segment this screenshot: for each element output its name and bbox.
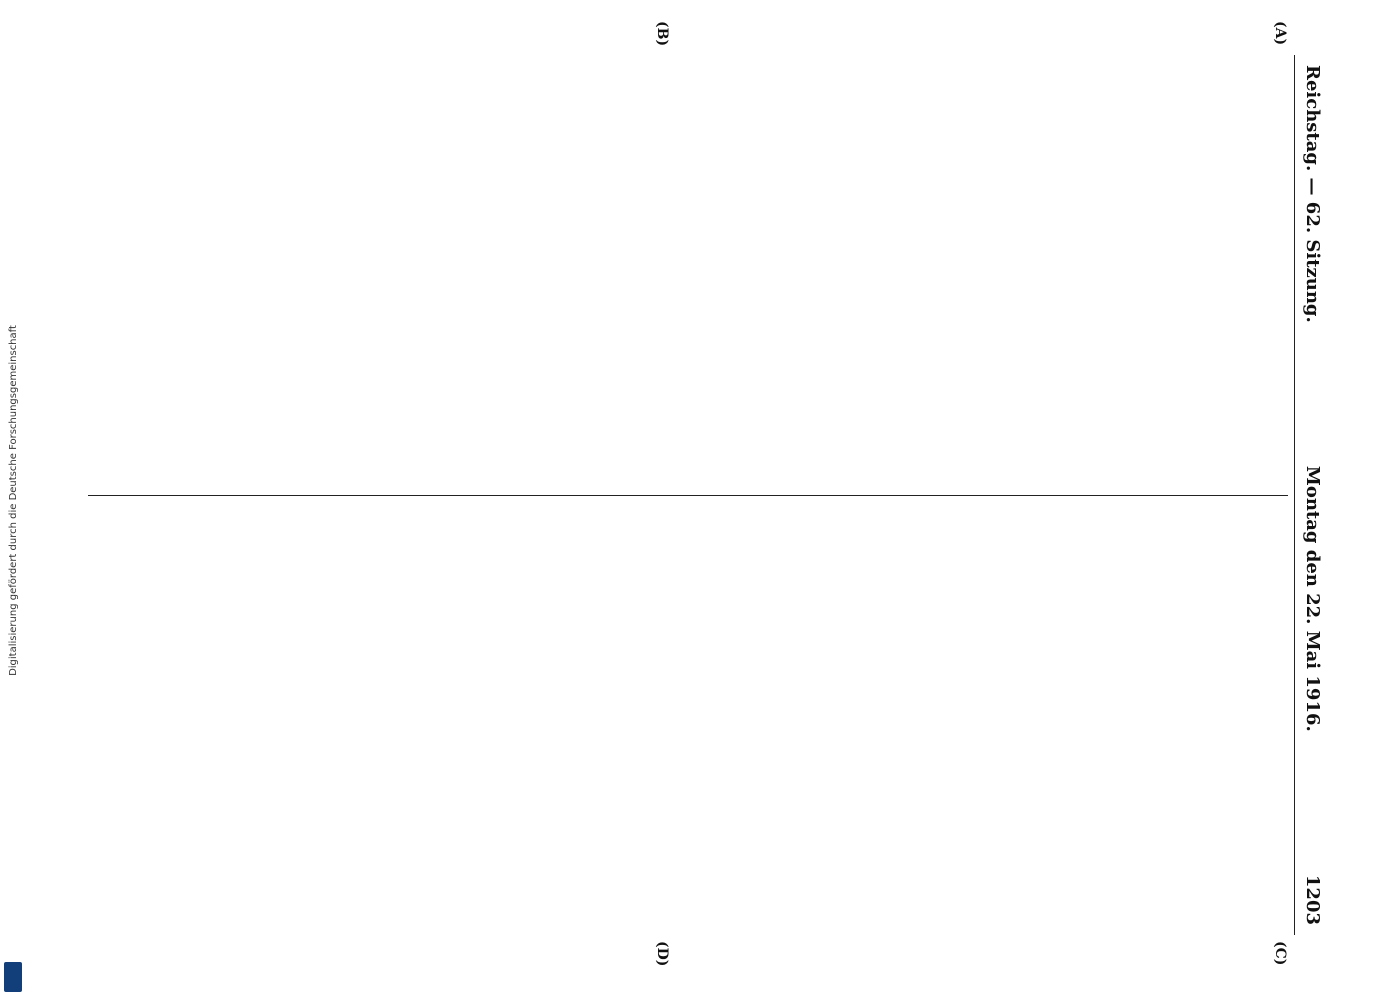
margin-mark-c: (C) xyxy=(1272,941,1288,966)
page-header xyxy=(1294,55,1330,935)
digitization-caption xyxy=(6,50,20,950)
digitization-caption-text: Digitalisierung gefördert durch die Deutsche Forschungsgemeinschaft xyxy=(7,324,19,676)
dfg-logo-icon xyxy=(4,962,22,992)
header-left-title: Reichstag. — 62. Sitzung. xyxy=(1302,65,1323,323)
column-divider xyxy=(88,495,1288,496)
header-center-date: Montag den 22. Mai 1916. xyxy=(1302,465,1323,732)
rotated-page-content xyxy=(70,21,1330,967)
margin-mark-a: (A) xyxy=(1272,21,1288,46)
document-page xyxy=(70,21,1330,967)
margin-mark-d: (D) xyxy=(654,941,670,967)
margin-mark-b: (B) xyxy=(654,21,670,47)
left-column xyxy=(88,55,1288,473)
right-column xyxy=(88,517,1288,935)
header-page-number: 1203 xyxy=(1302,874,1323,925)
